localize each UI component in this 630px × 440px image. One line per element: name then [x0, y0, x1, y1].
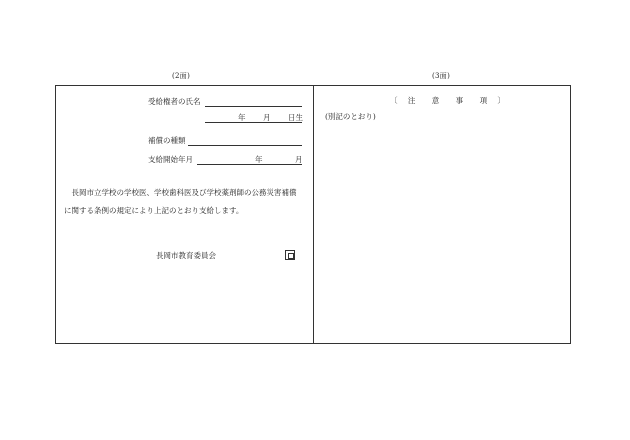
notes-bracket-close: 〕 — [497, 96, 505, 105]
payment-statement — [64, 184, 309, 220]
statement-line-1 — [64, 184, 309, 202]
notes-heading — [390, 97, 505, 105]
payment-start-label: 支給開始年月 — [148, 155, 193, 164]
issuer-name: 長岡市教育委員会 — [156, 251, 216, 260]
notes-char-1: 注 — [407, 96, 416, 105]
notes-char-2: 意 — [431, 96, 440, 105]
page-label-3: (3面) — [432, 72, 451, 80]
recipient-name-field[interactable] — [205, 106, 302, 107]
payment-start-year-label: 年 — [255, 155, 263, 164]
seal-stamp-icon — [285, 250, 295, 260]
birth-year-label: 年 — [238, 113, 246, 122]
seal-inner-mark — [288, 253, 294, 259]
birth-date-field[interactable] — [205, 122, 302, 123]
notes-char-4: 項 — [479, 96, 488, 105]
statement-line-1-text: 長岡市立学校の学校医、学校歯科医及び学校薬剤師の公務災害補償 — [71, 188, 297, 197]
notes-char-3: 事 — [455, 96, 464, 105]
compensation-type-label: 補償の種類 — [148, 136, 186, 145]
payment-start-month-label: 月 — [295, 155, 303, 164]
statement-line-2: に関する条例の規定により上記のとおり支給します。 — [64, 206, 244, 215]
payment-start-field[interactable] — [197, 164, 302, 165]
form-frame — [55, 85, 571, 344]
page-label-2: (2面) — [172, 72, 191, 80]
birth-day-label: 日生 — [288, 113, 303, 122]
birth-month-label: 月 — [263, 113, 271, 122]
separate-note: (別記のとおり) — [325, 112, 376, 121]
compensation-type-field[interactable] — [188, 145, 302, 146]
recipient-name-label: 受給権者の氏名 — [148, 97, 201, 106]
notes-bracket-open: 〔 — [390, 96, 398, 105]
panel-divider — [313, 86, 314, 343]
